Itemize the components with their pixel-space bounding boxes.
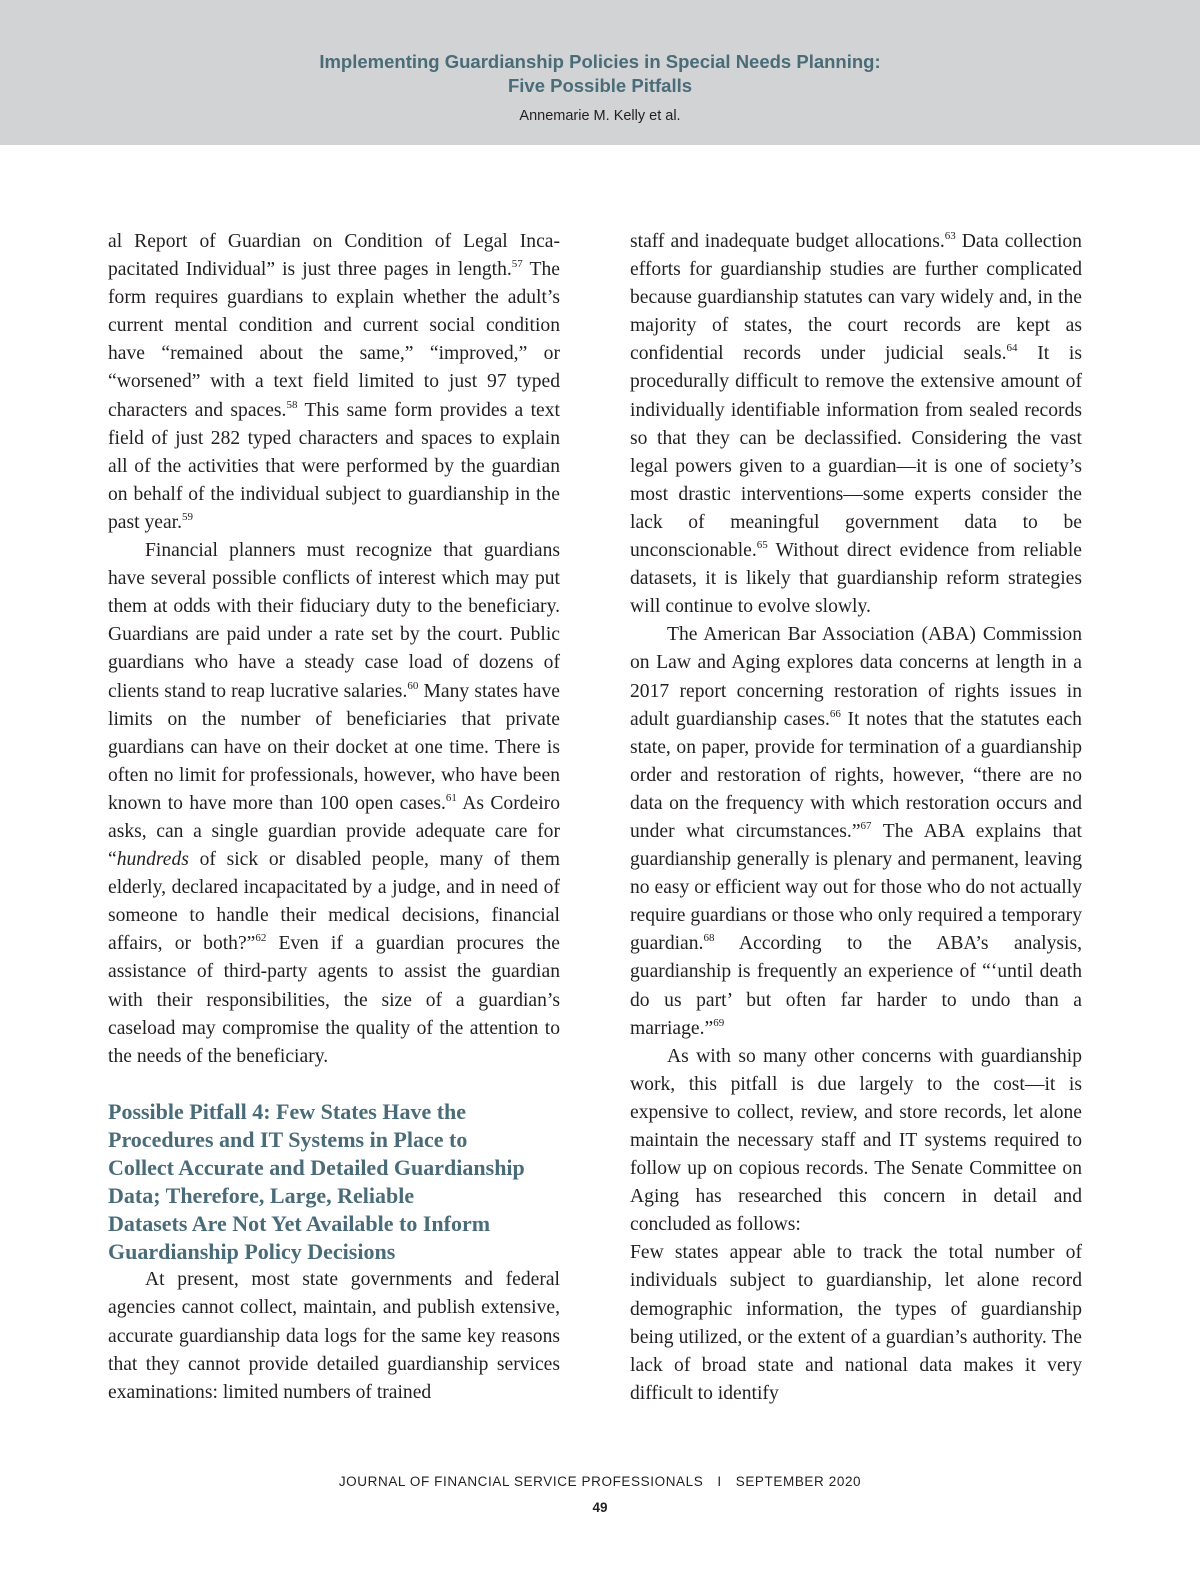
running-header	[0, 0, 1200, 145]
text-run: As Cordeiro asks, can a single guardian provide adequate care for “	[108, 792, 560, 871]
footnote-ref: 57	[511, 258, 523, 271]
block-quote: Few states appear able to track the total number of individuals subject to guardianship, let alone record demographic information, the types of guardianship being utilized, or the extent of a guardian’s authority. The lack of broad state and national data makes it very difficult to identify	[630, 1242, 1082, 1404]
running-footer	[0, 1474, 1200, 1489]
article-title-line-2: Five Possible Pitfalls	[507, 75, 693, 96]
paragraph	[630, 228, 1082, 621]
text-run: Many states have limits on the number of beneficiaries that private guardians can have on their docket at one time. There is often no limit for professionals, however, who have been known to have more than 100 open cases.	[108, 680, 560, 814]
text-run: The ABA explains that guardianship generally is plenary and permanent, leaving no easy or efficient way out for those who do not actually require guardians or those who only required a temporary guardian.	[630, 820, 1082, 955]
footnote-ref: 63	[944, 230, 956, 242]
footnote-ref: 68	[703, 932, 715, 945]
paragraph: As with so many other concerns with guardianship work, this pitfall is due largely to the cost—it is expensive to collect, review, and store records, let alone maintain the necessary staff and IT systems required to follow up on copious records. The Senate Committee on Aging has researched this concern in detail and concluded as follows:	[630, 1045, 1082, 1236]
footnote-ref: 64	[1006, 342, 1018, 355]
page-number: 49	[592, 1500, 608, 1515]
text-run: Without direct evidence from reliable datasets, it is likely that guardianship reform strategies will continue to evolve slowly.	[630, 540, 1082, 618]
footnote-ref: 60	[407, 679, 419, 692]
footnote-ref: 59	[182, 510, 193, 523]
text-run: staff and inadequate budget allocations.	[630, 231, 945, 252]
footnote-ref: 69	[713, 1016, 725, 1029]
text-run: al Report of Guardian on Condition of Legal Incapacitated Individual” is just three pages in length.	[108, 231, 560, 281]
text-run: Financial planners must recognize that guardians have several possible conflicts of interest which may put them at odds with their fiduciary duty to the beneficiary. Guardians are paid under a rate set by the court. Public guardians who have a steady case load of dozens of clients stand to reap lucrative salaries.	[108, 540, 560, 702]
footnote-ref: 61	[445, 791, 457, 804]
left-column	[108, 228, 560, 1407]
paragraph	[630, 621, 1082, 1042]
issue-date: SEPTEMBER 2020	[735, 1474, 862, 1489]
heading-line: Collect Accurate and Detailed Guardianship	[108, 1155, 525, 1180]
paragraph: At present, most state governments and federal agencies cannot collect, maintain, and publish extensive, accurate guardianship data logs for the same key reasons that they cannot provide detailed guardianship services examinations: limited numbers of trained	[108, 1269, 560, 1403]
section-heading	[108, 1098, 560, 1267]
text-run: The form requires guardians to explain whether the adult’s current mental condition and current social condition have “remained about the same,” “improved,” or “worsened” with a text field limited to just 97 typed characters and spaces.	[108, 259, 560, 421]
text-run: It notes that the statutes each state, on paper, provide for termination of a guardianship order and restoration of rights, however, “there are no data on the frequency with which restoration occurs and under what circumstances.”	[630, 708, 1082, 842]
article-title-line-1: Implementing Guardianship Policies in Special Needs Planning:	[319, 51, 881, 72]
article-author: Annemarie M. Kelly et al.	[519, 108, 681, 124]
right-column	[630, 228, 1082, 1408]
text-run: of sick or disabled people, many of them elderly, declared incapacitated by a judge, and in need of someone to handle their medical decisions, financial affairs, or both?”	[108, 849, 560, 955]
footnote-ref: 65	[756, 539, 768, 552]
text-run: The American Bar Association (ABA) Commission on Law and Aging explores data concerns at length in a 2017 report concerning restoration of rights issues in adult guardianship cases.	[630, 624, 1082, 730]
footer-separator: I	[717, 1474, 722, 1489]
footnote-ref: 66	[829, 707, 841, 720]
paragraph	[108, 537, 560, 1071]
article-title	[0, 50, 1200, 98]
heading-line: Datasets Are Not Yet Available to Inform	[108, 1211, 491, 1237]
heading-line: Procedures and IT Systems in Place to	[108, 1126, 468, 1152]
footnote-ref: 67	[860, 819, 872, 832]
text-run: This same form provides a text field of just 282 typed characters and spaces to explain all of the activities that were performed by the guardian on behalf of the individual subject to guardianship in the past year.	[108, 399, 560, 533]
paragraph	[108, 228, 560, 537]
text-run: Data collection efforts for guardianship studies are further complicated because guardianship statutes can vary widely and, in the majority of states, the court records are kept as confidential records under judicial seals.	[630, 231, 1082, 365]
emphasis: hundreds	[116, 849, 189, 871]
heading-line: Data; Therefore, Large, Reliable	[108, 1183, 415, 1209]
text-run: According to the ABA’s analysis, guardianship is frequently an experience of “‘until death do us part’ but often far harder to undo than a marriage.”	[630, 933, 1082, 1039]
journal-name: JOURNAL OF FINANCIAL SERVICE PROFESSIONALS	[338, 1474, 704, 1489]
heading-line: Possible Pitfall 4: Few States Have the	[108, 1098, 467, 1124]
text-run: It is procedurally difficult to remove the extensive amount of individually identifiable information from sealed records so that they can be declassified. Considering the vast legal powers given to a guardian—it is one of society’s most drastic interventions—some experts consider the lack of meaningful government data to be unconscionable.	[630, 343, 1082, 562]
text-run: Even if a guardian procures the assistance of third-party agents to assist the guardian with their responsibilities, the size of a guardian’s caseload may compromise the quality of the attention to the needs of the beneficiary.	[108, 933, 560, 1067]
footnote-ref: 62	[255, 932, 267, 945]
heading-line: Guardianship Policy Decisions	[108, 1239, 396, 1265]
footnote-ref: 58	[286, 398, 298, 411]
